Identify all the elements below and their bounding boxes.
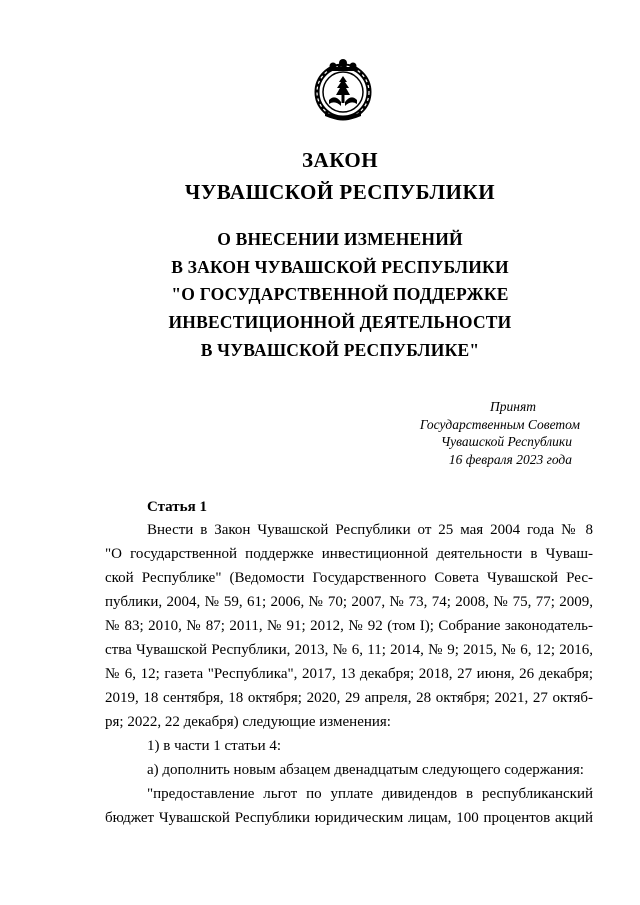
law-subtitle-line: В ЗАКОН ЧУВАШСКОЙ РЕСПУБЛИКИ (171, 257, 509, 277)
article-text-line: ря; 2022, 22 декабря) следующие изменения: (105, 714, 391, 730)
article-text-line: "О государственной поддержке инвестиционной деятельности в Чуваш- (105, 546, 593, 562)
emblem-icon (311, 58, 375, 122)
law-title-republic: ЧУВАШСКОЙ РЕСПУБЛИКИ (184, 180, 496, 204)
law-subtitle-line: "О ГОСУДАРСТВЕННОЙ ПОДДЕРЖКЕ (171, 284, 509, 304)
article-text-line: публики, 2004, № 59, 61; 2006, № 70; 2007, № 73, 74; 2008, № 75, 77; 2009, (105, 594, 593, 610)
article-text-line: № 83; 2010, № 87; 2011, № 91; 2012, № 92 (том I); Собрание законодатель- (105, 618, 593, 634)
adoption-note (390, 398, 580, 468)
law-title: ЗАКОН (301, 148, 379, 172)
article-text-line: 2019, 18 сентября, 18 октября; 2020, 29 апреля, 28 октября; 2021, 27 октяб- (105, 690, 593, 706)
article-text-line: № 6, 12; газета "Республика", 2017, 13 декабря; 2018, 27 июня, 26 декабря; (105, 666, 593, 682)
adoption-line: Государственным Советом (419, 416, 580, 432)
article-text-line: бюджет Чувашской Республики юридическим лицам, 100 процентов акций (105, 810, 593, 826)
article-text-line: "предоставление льгот по уплате дивидендов в республиканский (147, 786, 593, 802)
article-text-line: а) дополнить новым абзацем двенадцатым следующего содержания: (147, 762, 584, 778)
law-subtitle-line: О ВНЕСЕНИИ ИЗМЕНЕНИЙ (217, 229, 463, 249)
law-subtitle-line: ИНВЕСТИЦИОННОЙ ДЕЯТЕЛЬНОСТИ (168, 312, 512, 332)
article-text-line: Внести в Закон Чувашской Республики от 25 мая 2004 года № 8 (147, 522, 593, 538)
adoption-line: Принят (490, 399, 536, 414)
adoption-line: Чувашской Республики (440, 434, 572, 449)
adoption-line: 16 февраля 2023 года (448, 451, 572, 467)
article-text-line: ства Чувашской Республики, 2013, № 6, 11; 2014, № 9; 2015, № 6, 12; 2016, (105, 642, 593, 658)
law-subtitle-line: В ЧУВАШСКОЙ РЕСПУБЛИКЕ" (200, 340, 480, 360)
article-text-line: ской Республике" (Ведомости Государственного Совета Чувашской Рес- (105, 570, 593, 586)
article-heading: Статья 1 (147, 499, 207, 515)
article-text-line: 1) в части 1 статьи 4: (147, 738, 282, 754)
